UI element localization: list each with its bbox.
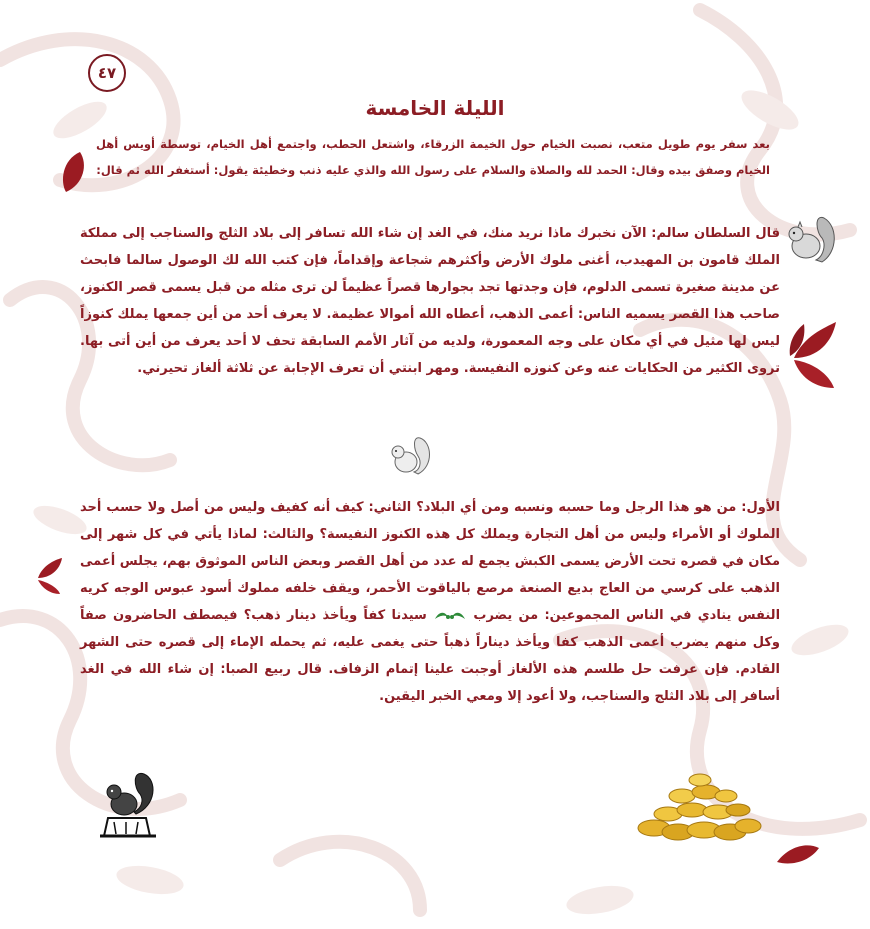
story-paragraph-1: قال السلطان سالم: الآن نخبرك ماذا نريد منك، في الغد إن شاء الله تسافر إلى بلاد الثلج والسناجب إلى مملكة الملك قامون بن المهيدب، أغنى ملوك الأرض وأكثرهم شجاعة وإقداماً، فإن كتب الله لك الوصول سالما فابحث عن مدينة صغيرة تسمى الدلوم، فإن وجدتها تجد بجوارها قصراً عظيماً لن ترى مثله من قبل يسمى قصر الكنوز، صاحب هذا القصر يسميه الناس: أعمى الذهب، أعطاه الله أموالا عظيمة. لا يعرف أحد من أين جمعها يملك كنوزاً ليس لها مثيل في أي مكان على وجه المعمورة، ولديه من آثار الأمم السابقة تحف لا أحد يعرف من أين أتى بها. تروى الكثير من الحكايات عنه وعن كنوزه النفيسة. ومهر ابنتي أن تعرف الإجابة عن ثلاثة ألغاز تحيرني. [80,226,780,376]
intro-paragraph: بعد سفر يوم طويل متعب، نصبت الخيام حول الخيمة الزرقاء، واشتعل الحطب، واجتمع أهل الخيام، توسطة أويس أهل الخيام وصفق بيده وقال: الحمد لله والصلاة والسلام على رسول الله والذي عليه ذنب وخطيئة يقول: أستغفر الله ثم قال: [96,137,770,177]
red-leaf-icon [58,150,88,194]
gold-coins-icon [634,772,764,846]
story-paragraph-2 [80,494,780,710]
red-leaves-cluster-icon [784,318,840,398]
green-birds-icon [433,609,467,623]
page-number: ٤٧ [88,54,126,92]
paragraph-2-text-after: سيدنا كفاً ويأخذ دينار ذهب؟ فيصطف الحاضرون صفاً وكل منهم يضرب أعمى الذهب كفا ويأخذ ديناراً ذهباً حتى يغمى عليه، ثم يحمله الإماء إلى قصره حتى الشهر القادم. فإن عرفت حل طلسم هذه الألغاز أوجبت علينا إتمام الزفاف. قال ربيع الصبا: إن شاء الله في الغد أسافر إلى بلاد الثلج والسناجب، ولا أعود إلا ومعي الخبر اليقين. [80,608,780,704]
squirrel-on-stump-icon [96,770,162,842]
paragraph-2-text-before: الأول: من هو هذا الرجل وما حسبه ونسبه ومن أي البلاد؟ الثاني: كيف أنه كفيف وليس من أصل ولا حسب أحد الملوك أو الأمراء وليس من أهل التجارة ويملك كل هذه الكنوز النفيسة؟ والثالث: لماذا يأتي في كل شهر إلى مكان في قصره تحت الأرض يسمى الكبش يجمع له عدد من أهل القصر وبعض الناس الموثوق بهم، يجلس أعمى الذهب على كرسي من العاج بديع الصنعة مرصع بالياقوت الأحمر، ويقف خلفه مملوك أسود عبوس الوجه كريه النفس ينادي في الناس المجموعين: من يضرب [80,500,781,623]
small-squirrel-icon [388,432,434,478]
red-leaf-bottom-icon [775,842,821,866]
squirrel-icon [786,212,838,266]
red-leaves-small-icon [32,556,66,596]
chapter-title: الليلة الخامسة [365,96,505,120]
